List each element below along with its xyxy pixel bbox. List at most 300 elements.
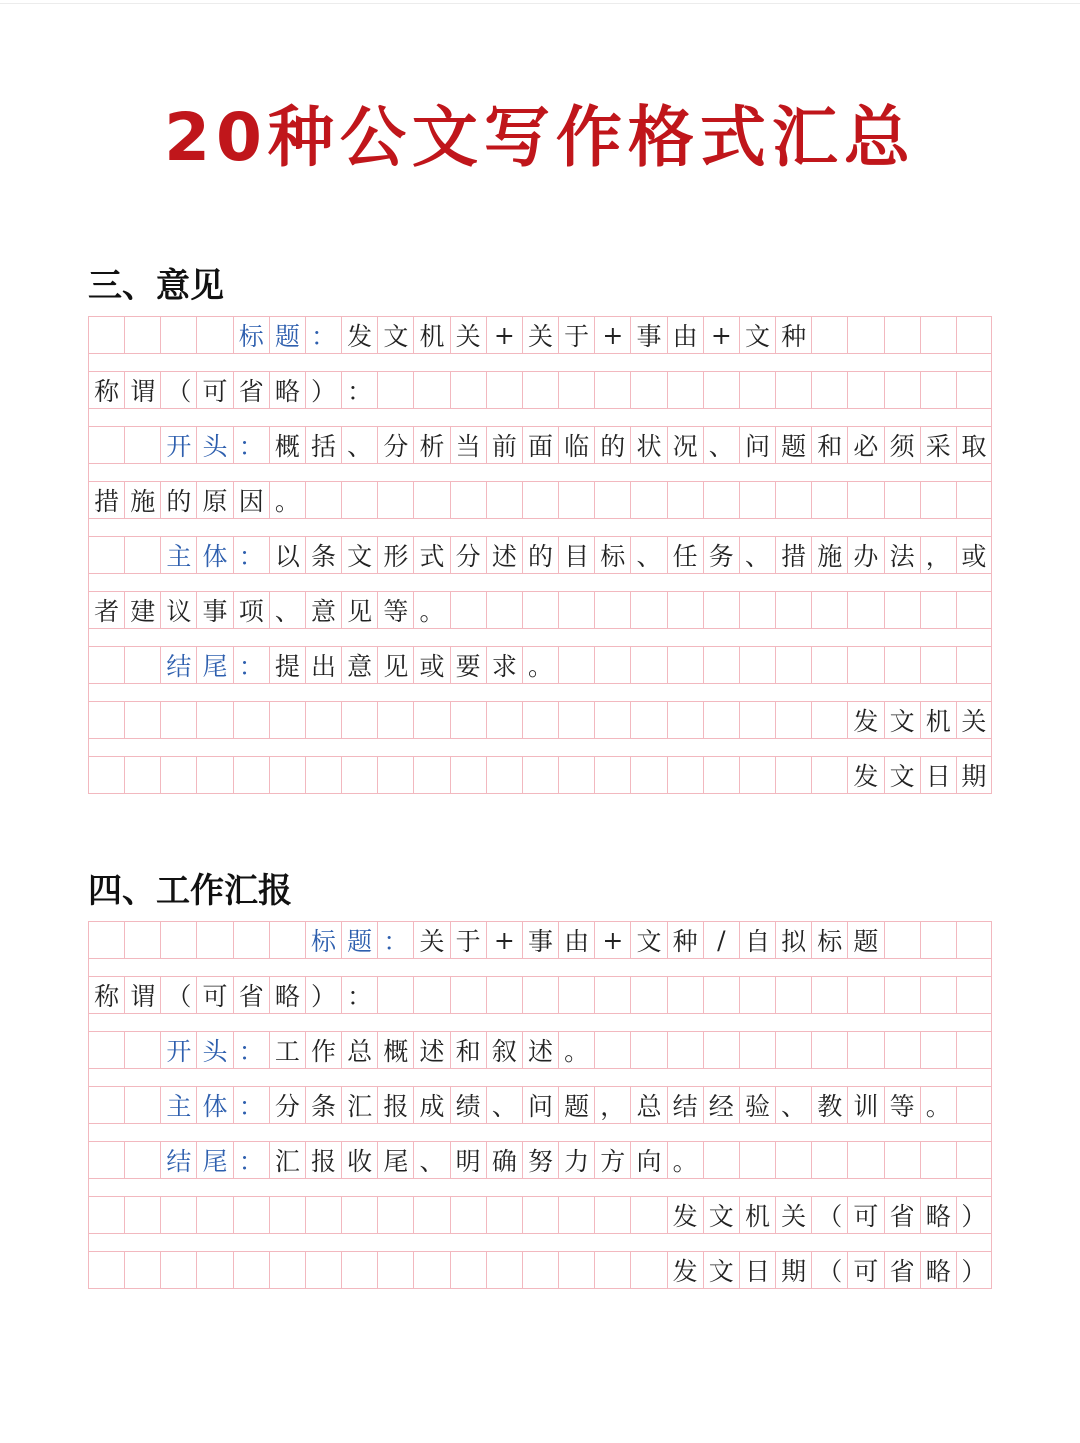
grid-cell: [522, 481, 558, 519]
grid-char: 主: [160, 1086, 196, 1124]
grid-cell: [594, 646, 630, 684]
grid-char: +: [486, 316, 522, 354]
grid-char: 的: [160, 481, 196, 519]
grid-char: 叙: [486, 1031, 522, 1069]
grid-char: 题: [775, 426, 811, 464]
grid-char: （: [160, 976, 196, 1014]
grid-char: 。: [522, 646, 558, 684]
grid-cell: [884, 1031, 920, 1069]
grid-char: +: [486, 921, 522, 959]
grid-char: 发: [847, 701, 883, 739]
grid-char: 训: [847, 1086, 883, 1124]
grid-char: ：: [233, 426, 269, 464]
grid-cell: [703, 591, 739, 629]
grid-cell: [522, 976, 558, 1014]
grid-cell: [558, 701, 594, 739]
grid-row: [88, 591, 992, 629]
grid-char: 教: [811, 1086, 847, 1124]
grid-cell: [88, 1251, 124, 1289]
grid-cell: [88, 316, 124, 354]
grid-cell: [413, 756, 449, 794]
grid-char: 当: [450, 426, 486, 464]
grid-cell: [558, 646, 594, 684]
grid-char: 略: [269, 371, 305, 409]
grid-cell: [413, 1251, 449, 1289]
grid-char: 述: [522, 1031, 558, 1069]
grid-cell: [377, 1196, 413, 1234]
grid-char: 任: [667, 536, 703, 574]
grid-char: 文: [884, 701, 920, 739]
grid-char: 事: [196, 591, 232, 629]
grid-cell: [124, 1141, 160, 1179]
grid-cell: [124, 536, 160, 574]
grid-char: 总: [630, 1086, 666, 1124]
grid-char: 题: [847, 921, 883, 959]
grid-cell: [811, 1141, 847, 1179]
grid-char: 。: [269, 481, 305, 519]
grid-char: 分: [450, 536, 486, 574]
grid-char: 、: [413, 1141, 449, 1179]
grid-char: 施: [124, 481, 160, 519]
grid-char: ：: [233, 1141, 269, 1179]
grid-char: 分: [269, 1086, 305, 1124]
grid-row-gap: [88, 1069, 992, 1086]
grid-char: 、: [269, 591, 305, 629]
grid-char: 主: [160, 536, 196, 574]
grid-row: [88, 1086, 992, 1124]
grid-char: 开: [160, 426, 196, 464]
grid-char: 发: [341, 316, 377, 354]
grid-char: 称: [88, 976, 124, 1014]
grid-cell: [739, 481, 775, 519]
grid-row-gap: [88, 959, 992, 976]
grid-cell: [956, 1086, 992, 1124]
grid-cell: [413, 701, 449, 739]
grid-cell: [920, 1031, 956, 1069]
grid-cell: [630, 481, 666, 519]
grid-char: 确: [486, 1141, 522, 1179]
grid-char: 省: [233, 976, 269, 1014]
grid-char: +: [703, 316, 739, 354]
grid-cell: [630, 646, 666, 684]
grid-char: 形: [377, 536, 413, 574]
grid-cell: [630, 371, 666, 409]
grid-cell: [594, 1251, 630, 1289]
grid-cell: [775, 591, 811, 629]
grid-char: ：: [233, 536, 269, 574]
grid-cell: [558, 1251, 594, 1289]
grid-cell: [522, 1251, 558, 1289]
grid-cell: [233, 701, 269, 739]
grid-cell: [811, 1031, 847, 1069]
grid-cell: [884, 316, 920, 354]
page-title: 20种公文写作格式汇总: [164, 99, 916, 176]
grid-cell: [486, 1251, 522, 1289]
grid-char: 发: [847, 756, 883, 794]
grid-char: 意: [341, 646, 377, 684]
grid-char: 采: [920, 426, 956, 464]
grid-char: 求: [486, 646, 522, 684]
grid-cell: [88, 756, 124, 794]
grid-char: 意: [305, 591, 341, 629]
grid-char: 或: [413, 646, 449, 684]
grid-cell: [667, 701, 703, 739]
grid-char: （: [160, 371, 196, 409]
grid-cell: [233, 921, 269, 959]
grid-char: 、: [630, 536, 666, 574]
grid-char: 谓: [124, 371, 160, 409]
grid-cell: [196, 701, 232, 739]
grid-char: 成: [413, 1086, 449, 1124]
grid-char: 结: [160, 1141, 196, 1179]
grid-cell: [703, 756, 739, 794]
grid-char: ：: [341, 371, 377, 409]
grid-char: 项: [233, 591, 269, 629]
grid-cell: [956, 921, 992, 959]
grid-char: 期: [956, 756, 992, 794]
grid-char: 机: [413, 316, 449, 354]
grid-row-gap: [88, 1179, 992, 1196]
grid-cell: [630, 976, 666, 1014]
grid-cell: [703, 976, 739, 1014]
grid-char: 尾: [196, 646, 232, 684]
grid-char: 关: [522, 316, 558, 354]
grid-cell: [305, 1196, 341, 1234]
grid-cell: [269, 1251, 305, 1289]
grid-char: ：: [305, 316, 341, 354]
grid-cell: [703, 1141, 739, 1179]
grid-char: 或: [956, 536, 992, 574]
grid-cell: [88, 646, 124, 684]
grid-cell: [920, 591, 956, 629]
grid-char: 事: [630, 316, 666, 354]
grid-cell: [124, 921, 160, 959]
grid-cell: [522, 1196, 558, 1234]
grid-char: 作: [305, 1031, 341, 1069]
grid-cell: [558, 481, 594, 519]
grid-char: 、: [341, 426, 377, 464]
grid-cell: [847, 646, 883, 684]
grid-cell: [956, 481, 992, 519]
grid-cell: [341, 481, 377, 519]
grid-cell: [88, 1141, 124, 1179]
grid-char: 。: [920, 1086, 956, 1124]
grid-cell: [811, 756, 847, 794]
grid-row-gap: [88, 574, 992, 591]
grid-cell: [450, 591, 486, 629]
grid-char: 见: [377, 646, 413, 684]
grid-char: 种: [775, 316, 811, 354]
grid-cell: [377, 1251, 413, 1289]
grid-cell: [703, 646, 739, 684]
grid-cell: [594, 976, 630, 1014]
grid-cell: [486, 976, 522, 1014]
grid-char: 文: [341, 536, 377, 574]
grid-cell: [667, 371, 703, 409]
grid-cell: [920, 371, 956, 409]
grid-cell: [667, 646, 703, 684]
grid-cell: [413, 1196, 449, 1234]
grid-char: 题: [558, 1086, 594, 1124]
grid-char: 。: [667, 1141, 703, 1179]
grid-cell: [196, 921, 232, 959]
grid-cell: [196, 1251, 232, 1289]
grid-cell: [884, 1141, 920, 1179]
grid-char: 自: [739, 921, 775, 959]
grid-cell: [703, 1031, 739, 1069]
grid-cell: [594, 481, 630, 519]
grid-row-gap: [88, 1014, 992, 1031]
grid-char: 报: [377, 1086, 413, 1124]
grid-cell: [233, 1251, 269, 1289]
grid-cell: [739, 371, 775, 409]
grid-char: 题: [269, 316, 305, 354]
grid-cell: [884, 371, 920, 409]
grid-cell: [811, 591, 847, 629]
grid-char: 前: [486, 426, 522, 464]
grid-row-gap: [88, 684, 992, 701]
grid-row: [88, 976, 992, 1014]
grid-char: 因: [233, 481, 269, 519]
grid-char: ）: [305, 371, 341, 409]
grid-char: 文: [630, 921, 666, 959]
grid-char: 可: [196, 371, 232, 409]
grid-cell: [196, 1196, 232, 1234]
grid-cell: [305, 1251, 341, 1289]
grid-char: 关: [450, 316, 486, 354]
grid-char: 的: [594, 426, 630, 464]
grid-char: 经: [703, 1086, 739, 1124]
grid-cell: [450, 371, 486, 409]
grid-char: 标: [811, 921, 847, 959]
grid-cell: [594, 371, 630, 409]
grid-cell: [413, 371, 449, 409]
grid-char: 文: [703, 1196, 739, 1234]
grid-cell: [920, 316, 956, 354]
grid-char: 。: [558, 1031, 594, 1069]
grid-char: 机: [739, 1196, 775, 1234]
grid-char: 须: [884, 426, 920, 464]
grid-row: [88, 426, 992, 464]
grid-char: 概: [269, 426, 305, 464]
grid-char: 省: [884, 1196, 920, 1234]
grid-cell: [847, 316, 883, 354]
grid-cell: [160, 1196, 196, 1234]
grid-char: 概: [377, 1031, 413, 1069]
grid-cell: [667, 481, 703, 519]
grid-cell: [884, 921, 920, 959]
grid-char: 事: [522, 921, 558, 959]
grid-char: 和: [450, 1031, 486, 1069]
grid-char: 略: [269, 976, 305, 1014]
grid-row: [88, 701, 992, 739]
grid-cell: [739, 756, 775, 794]
grid-cell: [558, 591, 594, 629]
grid-char: 条: [305, 1086, 341, 1124]
grid-char: 尾: [377, 1141, 413, 1179]
grid-cell: [269, 1196, 305, 1234]
grid-char: 发: [667, 1251, 703, 1289]
grid-cell: [594, 701, 630, 739]
grid-char: 略: [920, 1196, 956, 1234]
grid-cell: [124, 426, 160, 464]
grid-char: 关: [413, 921, 449, 959]
grid-cell: [847, 371, 883, 409]
grid-row: [88, 371, 992, 409]
grid-char: 体: [196, 536, 232, 574]
grid-char: 绩: [450, 1086, 486, 1124]
grid-char: 式: [413, 536, 449, 574]
grid-row: [88, 646, 992, 684]
grid-char: 明: [450, 1141, 486, 1179]
grid-char: 日: [739, 1251, 775, 1289]
grid-cell: [486, 481, 522, 519]
grid-char: 由: [558, 921, 594, 959]
grid-char: 方: [594, 1141, 630, 1179]
grid-row: [88, 1031, 992, 1069]
grid-cell: [956, 316, 992, 354]
grid-cell: [558, 1196, 594, 1234]
grid-cell: [703, 701, 739, 739]
grid-char: 取: [956, 426, 992, 464]
grid-row: [88, 921, 992, 959]
grid-cell: [630, 591, 666, 629]
grid-char: 谓: [124, 976, 160, 1014]
grid-cell: [920, 481, 956, 519]
grid-row-gap: [88, 409, 992, 426]
grid-char: 提: [269, 646, 305, 684]
grid-cell: [847, 591, 883, 629]
grid-cell: [667, 976, 703, 1014]
grid-cell: [124, 756, 160, 794]
grid-cell: [739, 701, 775, 739]
grid-cell: [956, 976, 992, 1014]
grid-cell: [486, 1196, 522, 1234]
grid-cell: [450, 701, 486, 739]
grid-cell: [88, 921, 124, 959]
grid-cell: [160, 1251, 196, 1289]
grid-cell: [233, 756, 269, 794]
grid-char: 发: [667, 1196, 703, 1234]
grid-char: 目: [558, 536, 594, 574]
grid-row-gap: [88, 464, 992, 481]
section-heading-opinion: 三、意见: [88, 266, 224, 306]
grid-char: 关: [956, 701, 992, 739]
grid-cell: [811, 646, 847, 684]
grid-char: ：: [233, 1086, 269, 1124]
grid-char: 者: [88, 591, 124, 629]
grid-char: 措: [88, 481, 124, 519]
grid-char: 可: [847, 1251, 883, 1289]
grid-char: 略: [920, 1251, 956, 1289]
grid-char: 办: [847, 536, 883, 574]
grid-char: 可: [196, 976, 232, 1014]
grid-cell: [920, 646, 956, 684]
grid-cell: [486, 756, 522, 794]
grid-cell: [739, 646, 775, 684]
grid-cell: [522, 701, 558, 739]
grid-cell: [884, 591, 920, 629]
grid-char: ，: [594, 1086, 630, 1124]
grid-char: 必: [847, 426, 883, 464]
grid-char: 头: [196, 1031, 232, 1069]
grid-cell: [920, 1141, 956, 1179]
grid-cell: [775, 371, 811, 409]
grid-cell: [486, 591, 522, 629]
grid-cell: [811, 701, 847, 739]
grid-char: ）: [956, 1251, 992, 1289]
grid-cell: [88, 536, 124, 574]
grid-char: 验: [739, 1086, 775, 1124]
grid-char: +: [594, 921, 630, 959]
top-divider: [0, 3, 1080, 4]
grid-cell: [88, 1086, 124, 1124]
grid-char: 于: [558, 316, 594, 354]
grid-cell: [486, 371, 522, 409]
grid-cell: [811, 481, 847, 519]
grid-cell: [88, 701, 124, 739]
grid-cell: [124, 1251, 160, 1289]
grid-cell: [775, 701, 811, 739]
grid-cell: [775, 481, 811, 519]
grid-row-gap: [88, 354, 992, 371]
grid-char: ：: [377, 921, 413, 959]
grid-char: 、: [775, 1086, 811, 1124]
grid-cell: [305, 481, 341, 519]
grid-cell: [124, 316, 160, 354]
grid-cell: [667, 591, 703, 629]
grid-cell: [956, 371, 992, 409]
grid-cell: [160, 756, 196, 794]
grid-char: 的: [522, 536, 558, 574]
grid-cell: [160, 701, 196, 739]
grid-cell: [341, 756, 377, 794]
grid-cell: [233, 1196, 269, 1234]
grid-char: 见: [341, 591, 377, 629]
grid-cell: [450, 1251, 486, 1289]
grid-cell: [775, 1141, 811, 1179]
grid-char: 法: [884, 536, 920, 574]
grid-char: 种: [667, 921, 703, 959]
grid-cell: [703, 481, 739, 519]
grid-char: 文: [739, 316, 775, 354]
grid-cell: [884, 481, 920, 519]
grid-char: 由: [667, 316, 703, 354]
grid-char: 述: [413, 1031, 449, 1069]
grid-cell: [305, 701, 341, 739]
grid-char: 省: [884, 1251, 920, 1289]
grid-char: 称: [88, 371, 124, 409]
grid-row-gap: [88, 519, 992, 536]
grid-cell: [775, 976, 811, 1014]
grid-cell: [667, 756, 703, 794]
grid-char: 工: [269, 1031, 305, 1069]
grid-row-gap: [88, 739, 992, 756]
grid-cell: [124, 646, 160, 684]
grid-cell: [739, 976, 775, 1014]
grid-char: 拟: [775, 921, 811, 959]
grid-cell: [630, 756, 666, 794]
grid-cell: [196, 756, 232, 794]
grid-row-gap: [88, 1124, 992, 1141]
grid-cell: [594, 1031, 630, 1069]
grid-char: 体: [196, 1086, 232, 1124]
grid-row: [88, 1251, 992, 1289]
grid-cell: [884, 976, 920, 1014]
grid-char: 开: [160, 1031, 196, 1069]
grid-cell: [920, 976, 956, 1014]
grid-char: （: [811, 1251, 847, 1289]
